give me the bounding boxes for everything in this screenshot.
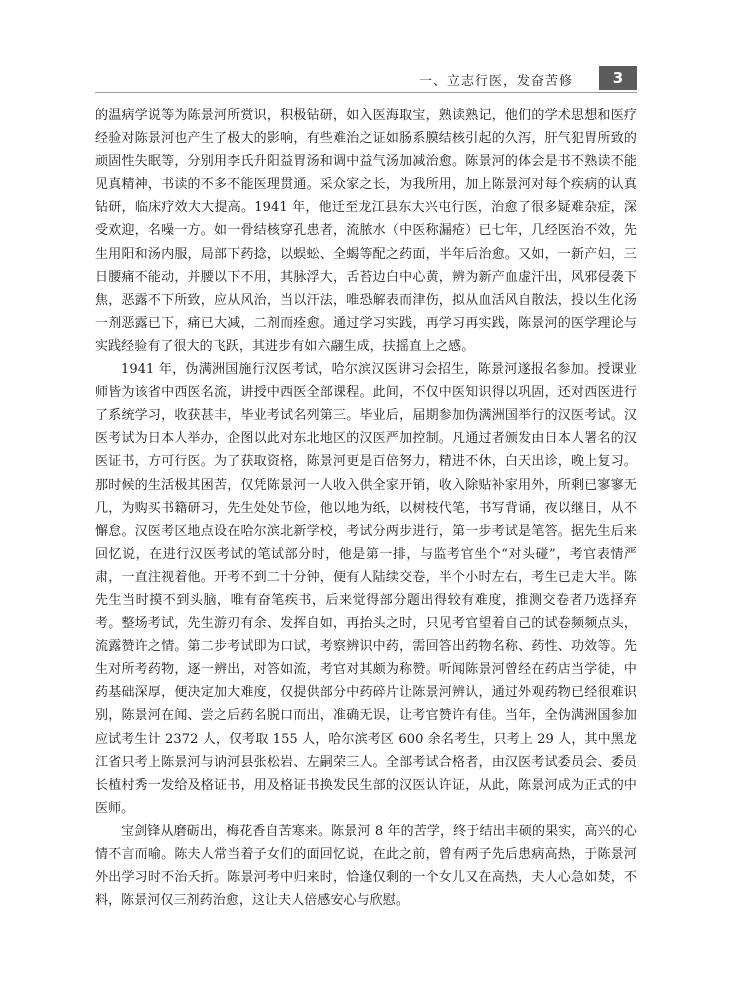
paragraph-continuation: 的温病学说等为陈景河所赏识，积极钻研，如入医海取宝，熟读熟记，他们的学术思想和医疗经验对陈景河也产生了极大的影响，有些难治之证如肠系膜结核引起的久泻，肝气犯胃所致的顽固性失眠等，分别用李氏升阳益胃汤和调中益气汤加减治愈。陈景河的体会是书不熟读不能见真精神，书读的不多不能医理贯通。采众家之长，为我所用，加上陈景河对每个疾病的认真钻研，临床疗效大大提高。1941 年，他迁至龙江县东大兴屯行医，治愈了很多疑难杂症，深受欢迎，名噪一方。如一骨结核穿孔患者，流脓水（中医称漏疮）已七年，几经医治不效，先生用阳和汤内服，局部下药捻，以蜈蚣、全蝎等配之药面，半年后治愈。又如，一新产妇，三日腰痛不能动，并腰以下不用，其脉浮大，舌苔边白中心黄，辨为新产血虚汗出，风邪侵袭下焦，恶露不下所致，应从风治，当以汗法，唯恐解表而津伤，拟从血活风自散法，投以生化汤一剂恶露已下，痛已大减，二剂而痊愈。通过学习实践，再学习再实践，陈景河的医学理论与实践经验有了很大的飞跃，其进步有如六翮生成，扶摇直上之感。 [95, 108, 637, 354]
chapter-title: 一、立志行医，发奋苦修 [418, 74, 573, 89]
page-number: 3 [599, 66, 637, 90]
paragraph-exam: 1941 年，伪满洲国施行汉医考试，哈尔滨汉医讲习会招生，陈景河遂报名参加。授课业师皆为该省中西医名流，讲授中西医全部课程。此间，不仅中医知识得以巩固，还对西医进行了系统学习，收获甚丰，毕业考试名列第三。毕业后，届期参加伪满洲国举行的汉医考试。汉医考试为日本人举办，企图以此对东北地区的汉医严加控制。凡通过者颁发由日本人署名的汉医证书，方可行医。为了获取资格，陈景河更是百倍努力，精进不休，白天出诊，晚上复习。那时候的生活极其困苦，仅凭陈景河一人收入供全家开销，收入除贴补家用外，所剩已寥寥无几，为购买书籍研习，先生处处节俭，他以地为纸，以树枝代笔，书写背诵，夜以继日，从不懈怠。汉医考区地点设在哈尔滨北新学校，考试分两步进行，第一步考试是笔答。据先生后来回忆说，在进行汉医考试的笔试部分时，他是第一排，与监考官坐个“对头碰”，考官表情严肃，一直注视着他。开考不到二十分钟，便有人陆续交卷，半个小时左右，考生已走大半。陈先生当时摸不到头脑，唯有奋笔疾书，后来觉得部分题出得较有难度，推测交卷者乃选择弃考。整场考试，先生游刃有余、发挥自如，再抬头之时，只见考官望着自己的试卷频频点头，流露赞许之情。第二步考试即为口试，考察辨识中药，需回答出药物名称、药性、功效等。先生对所考药物，逐一辨出，对答如流，考官对其颇为称赞。听闻陈景河曾经在药店当学徒，中药基础深厚，便决定加大难度，仅提供部分中药碎片让陈景河辨认，通过外观药物已经很难识别，陈景河在闻、尝之后药名脱口而出，准确无误，让考官赞许有佳。当年，全伪满洲国参加应试考生计 2372 人，仅考取 155 人，哈尔滨考区 600 余名考生，只考上 29 人，其中黑龙江省只考上陈景河与讷河县张松岩、左嗣荣三人。全部考试合格者，由汉医考试委员会、委员长植村秀一发给及格证书，用及格证书换发民生部的汉医认许证，从此，陈景河成为正式的中医师。 [95, 362, 637, 816]
body-text [95, 104, 637, 912]
paragraph-conclusion: 宝剑锋从磨砺出，梅花香自苦寒来。陈景河 8 年的苦学，终于结出丰硕的果实，高兴的心情不言而喻。陈夫人常当着子女们的面回忆说，在此之前，曾有两子先后患病高热，于陈景河外出学习时不治夭折。陈景河考中归来时，恰逢仅剩的一个女儿又在高热，夫人心急如焚，不料，陈景河仅三剂药治愈，这让夫人倍感安心与欣慰。 [95, 823, 637, 909]
running-header [95, 62, 637, 93]
